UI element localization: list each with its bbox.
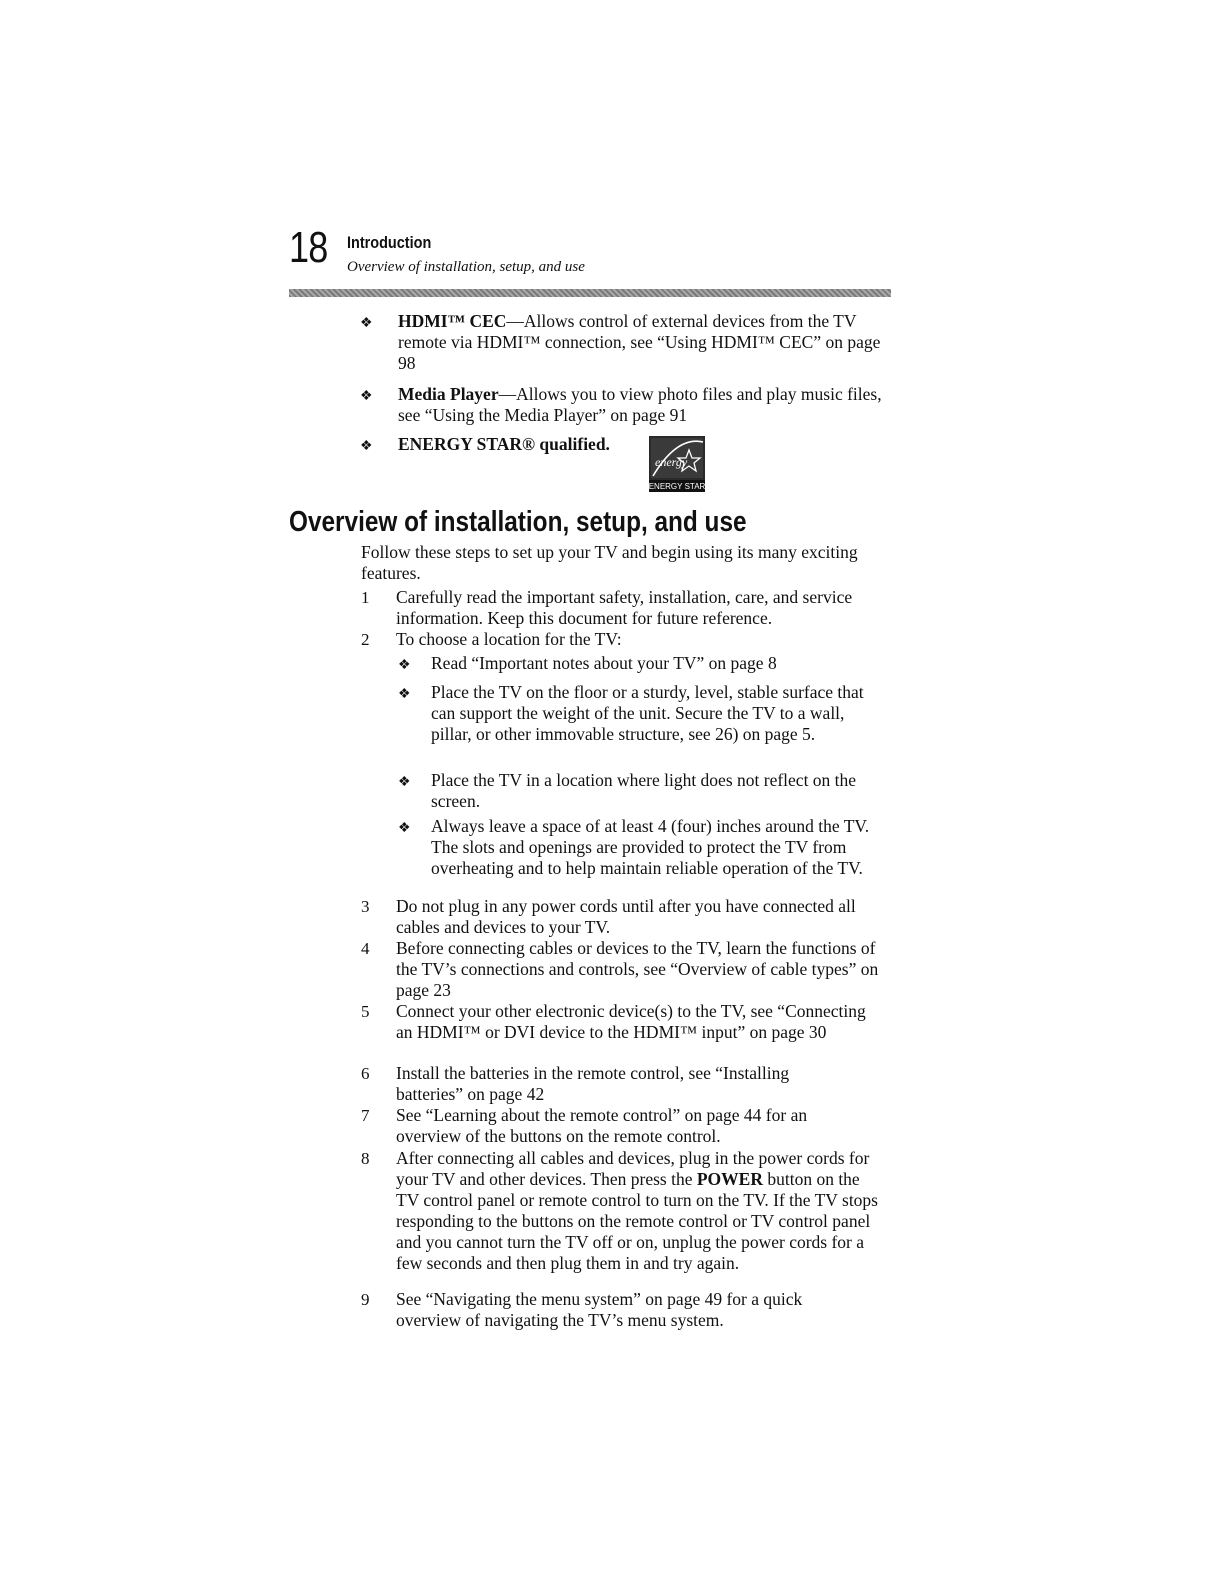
feature-energy-star (398, 434, 638, 455)
step-number: 3 (361, 897, 370, 916)
subsection-title: Overview of installation, setup, and use (347, 259, 585, 275)
feature-text: —Allows control of external devices from the TV remote via HDMI™ connection, see “Using HDMI™ CEC” on page 98 (398, 311, 881, 373)
power-keyword: POWER (696, 1169, 763, 1189)
feature-text: —Allows you to view photo files and play music files, see “Using the Media Player” on page 91 (398, 384, 882, 425)
step-number: 8 (361, 1149, 370, 1168)
bullet-icon: ❖ (398, 821, 411, 836)
step-text: Before connecting cables or devices to the TV, learn the functions of the TV’s connections and controls, see “Overview of cable types” on page 23 (396, 938, 879, 1000)
overview-intro: Follow these steps to set up your TV and begin using its many exciting features. (361, 542, 858, 583)
step-text: Carefully read the important safety, installation, care, and service information. Keep this document for future reference. (396, 587, 853, 628)
feature-media-player (398, 384, 893, 426)
feature-title: Media Player (398, 384, 499, 404)
step-number: 5 (361, 1002, 370, 1021)
step-text: Do not plug in any power cords until after you have connected all cables and devices to your TV. (396, 896, 856, 937)
bullet-icon: ❖ (398, 775, 411, 790)
bullet-icon: ❖ (360, 389, 373, 404)
bullet-icon: ❖ (360, 439, 373, 454)
bullet-icon: ❖ (398, 687, 411, 702)
step-text: See “Learning about the remote control” on page 44 for an overview of the buttons on the remote control. (396, 1105, 808, 1146)
step-number: 2 (361, 630, 370, 649)
substep-text: Always leave a space of at least 4 (four) inches around the TV. The slots and openings are provided to protect the TV from overheating and to help maintain reliable operation of the TV. (431, 816, 870, 878)
header-rule (289, 289, 891, 297)
substep-text: Read “Important notes about your TV” on page 8 (431, 653, 777, 673)
bullet-icon: ❖ (360, 316, 373, 331)
step-number: 6 (361, 1064, 370, 1083)
overview-heading: Overview of installation, setup, and use (289, 506, 747, 538)
feature-hdmi-cec (398, 311, 893, 374)
section-title: Introduction (347, 233, 432, 252)
substep-text: Place the TV on the floor or a sturdy, level, stable surface that can support the weight of the unit. Secure the TV to a wall, pillar, or other immovable structure, see 26) on page 5. (431, 682, 864, 744)
svg-text:energy: energy (655, 455, 688, 469)
step-number: 9 (361, 1290, 370, 1309)
step-text: Install the batteries in the remote control, see “Installing batteries” on page 42 (396, 1063, 790, 1104)
feature-title: HDMI™ CEC (398, 311, 507, 331)
page-number: 18 (289, 223, 328, 272)
step-number: 7 (361, 1106, 370, 1125)
step-number: 4 (361, 939, 370, 958)
step-text: After connecting all cables and devices, plug in the power cords for your TV and other devices. Then press the POWER button on the TV control panel or remote control to turn on the TV. If the TV stops responding to the buttons on the remote control or TV control panel and you cannot turn the TV off or on, unplug the power cords for a few seconds and then plug them in and try again. (396, 1148, 878, 1273)
step-text: See “Navigating the menu system” on page 49 for a quick overview of navigating the TV’s menu system. (396, 1289, 803, 1330)
step-number: 1 (361, 588, 370, 607)
bullet-icon: ❖ (398, 658, 411, 673)
substep-text: Place the TV in a location where light does not reflect on the screen. (431, 770, 857, 811)
step-text: To choose a location for the TV: (396, 629, 622, 649)
feature-title: ENERGY STAR® qualified. (398, 434, 610, 454)
step-text: Connect your other electronic device(s) to the TV, see “Connecting an HDMI™ or DVI device to the HDMI™ input” on page 30 (396, 1001, 866, 1042)
energy-star-logo-icon (649, 436, 705, 492)
svg-text:ENERGY STAR: ENERGY STAR (649, 482, 705, 491)
